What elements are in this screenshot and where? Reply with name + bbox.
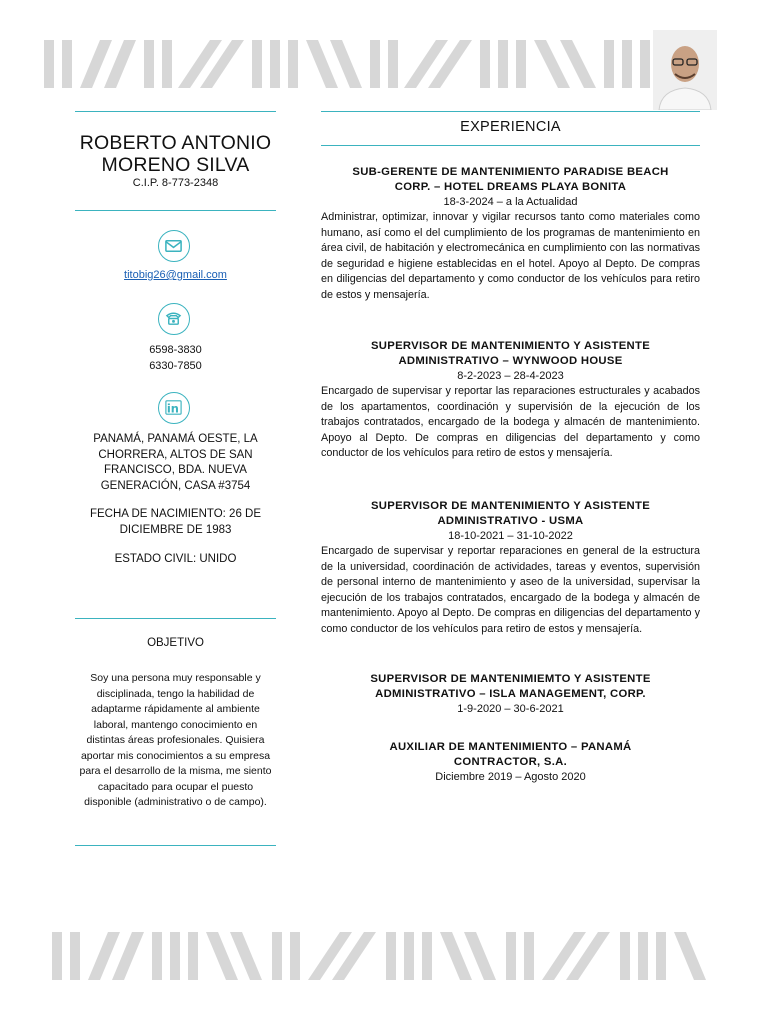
- job-dates: 18-10-2021 – 31-10-2022: [448, 530, 573, 542]
- job-entry: [321, 165, 700, 303]
- address: PANAMÁ, PANAMÁ OESTE, LA CHORRERA, ALTOS DE SAN FRANCISCO, BDA. NUEVA GENERACIÓN, CASA #3754: [93, 433, 258, 492]
- marital-status: ESTADO CIVIL: UNIDO: [114, 553, 237, 565]
- job-title: AUXILIAR DE MANTENIMIENTO – PANAMÁ CONTRACTOR, S.A.: [389, 741, 632, 768]
- decorative-pattern-bottom: [40, 928, 712, 984]
- job-title: SUPERVISOR DE MANTENIMIENTO Y ASISTENTE ADMINISTRATIVO - USMA: [370, 500, 651, 527]
- objective-heading: OBJETIVO: [147, 637, 204, 649]
- job-title: SUPERVISOR DE MANTENIMIENTO Y ASISTENTE ADMINISTRATIVO – WYNWOOD HOUSE: [370, 340, 651, 367]
- job-description: Encargado de supervisar y reportar las reparaciones estructurales y acabados de los apartamentos, coordinación y supervisión de la ejecución de los trabajos contratados, encargado de la bodega y almacén de mantenimiento. Apoyo al Depto. De compras en diligencias del departamento y como conductor de los vehículos para retiro de estos y mensajería.: [321, 385, 700, 459]
- job-entry: [321, 740, 700, 785]
- svg-text:in: in: [166, 401, 179, 416]
- decorative-pattern-top: [40, 36, 712, 92]
- job-entry: [321, 672, 700, 717]
- cip-number: C.I.P. 8-773-2348: [132, 177, 219, 189]
- job-description: Administrar, optimizar, innovar y vigilar recursos tanto como materiales como humano, así como el del cumplimiento de los programas de mantenimiento en área civil, de habitación y electromecánica en cumplimiento con las normativas de seguridad e higiene establecidas en el hotel. Apoyo al Depto. De compras en diligencias del departamento y como conductor de los vehículos para retiro de estos y mensajería.: [321, 211, 700, 301]
- linkedin-icon[interactable]: [158, 392, 190, 424]
- candidate-name: ROBERTO ANTONIO MORENO SILVA: [79, 132, 272, 176]
- phone-number: 6330-7850: [149, 360, 202, 372]
- envelope-icon: [158, 230, 190, 262]
- objective-text: Soy una persona muy responsable y disciplinada, tengo la habilidad de adaptarme rápidamente al ambiente laboral, mantengo conocimiento en distintas áreas profesionales. Quisiera aportar mis conocimientos a su empresa para el desarrollo de la misma, me siento capacitado para ocupar el puesto disponible (administrativo o de campo).: [79, 672, 272, 808]
- job-title: SUB-GERENTE DE MANTENIMIENTO PARADISE BEACH CORP. – HOTEL DREAMS PLAYA BONITA: [352, 166, 669, 193]
- phone-number: 6598-3830: [149, 344, 202, 356]
- phone-numbers: [75, 342, 276, 374]
- divider: [321, 145, 700, 146]
- job-dates: 1-9-2020 – 30-6-2021: [457, 703, 564, 715]
- job-dates: Diciembre 2019 – Agosto 2020: [435, 771, 586, 783]
- job-dates: 18-3-2024 – a la Actualidad: [443, 196, 578, 208]
- profile-photo: [653, 30, 717, 110]
- divider: [75, 618, 276, 619]
- birth-date: FECHA DE NACIMIENTO: 26 DE DICIEMBRE DE 1983: [89, 508, 262, 536]
- job-entry: [321, 339, 700, 462]
- job-description: Encargado de supervisar y reportar reparaciones en general de la estructura de la universidad, coordinación de actividades, tareas y eventos, supervisión de personal interno de mantenimiento y aseo de la universidad, supervisar la ejecución de los trabajos contratados, encargado de la bodega y almacén de mantenimiento. Apoyo al Depto. De compras en diligencias del departamento y como conductor de los vehículos para retiro de estos y mensajería.: [321, 545, 700, 635]
- email-link[interactable]: titobig26@gmail.com: [124, 269, 227, 281]
- divider: [75, 845, 276, 846]
- job-title: SUPERVISOR DE MANTENIMIEMTO Y ASISTENTE ADMINISTRATIVO – ISLA MANAGEMENT, CORP.: [370, 673, 651, 700]
- job-dates: 8-2-2023 – 28-4-2023: [457, 370, 564, 382]
- job-entry: [321, 499, 700, 637]
- divider: [75, 210, 276, 211]
- experience-heading: EXPERIENCIA: [460, 119, 561, 135]
- telephone-icon: [158, 303, 190, 335]
- divider: [75, 111, 276, 112]
- divider: [321, 111, 700, 112]
